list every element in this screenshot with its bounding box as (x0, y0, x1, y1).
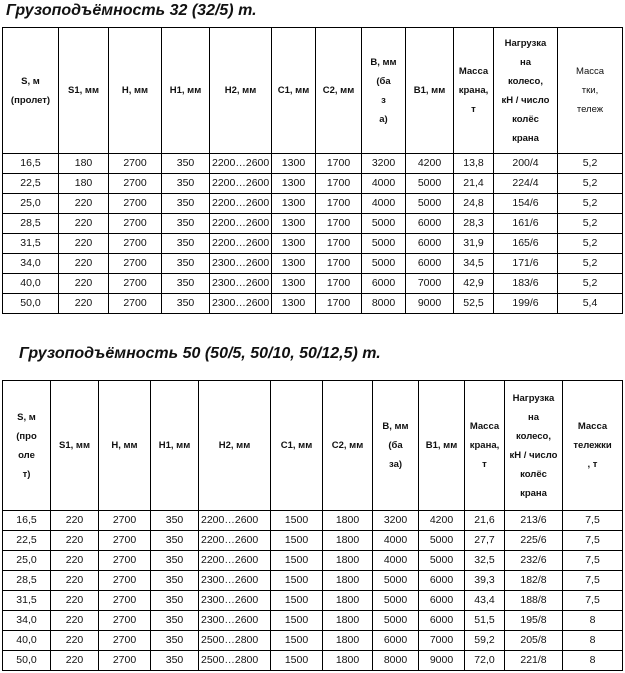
table-cell: 183/6 (494, 274, 558, 294)
table-cell: 1800 (323, 531, 373, 551)
table-cell: 52,5 (454, 294, 494, 314)
table-cell: 5000 (362, 214, 406, 234)
table-cell: 5000 (406, 194, 454, 214)
table-cell: 2700 (99, 651, 151, 671)
table-cell: 1300 (272, 214, 316, 234)
table-cell: 5000 (362, 234, 406, 254)
table-cell: 2700 (109, 254, 162, 274)
column-header-line: Нагрузка (512, 392, 555, 404)
table-row (3, 651, 623, 671)
table-cell: 1500 (271, 631, 323, 651)
table-cell: 39,3 (465, 571, 505, 591)
table-cell: 7,5 (563, 551, 623, 571)
table-cell: 2700 (99, 531, 151, 551)
table-cell: 5,2 (558, 174, 623, 194)
column-header-line: крана, (469, 440, 500, 451)
table-cell: 31,5 (3, 234, 59, 254)
column-header-line: з (381, 94, 386, 106)
table-cell: 2700 (99, 511, 151, 531)
table-cell: 2700 (109, 154, 162, 174)
column-header (151, 381, 199, 511)
table-cell: 6000 (419, 571, 465, 591)
column-header-line: H2, мм (218, 440, 251, 451)
table-cell: 42,9 (454, 274, 494, 294)
table-cell: 2700 (109, 274, 162, 294)
column-header-line: S1, мм (68, 85, 99, 96)
table-header-row (3, 28, 623, 154)
column-header-line: B, мм (382, 421, 409, 432)
table-cell: 1700 (316, 274, 362, 294)
table-cell: 51,5 (465, 611, 505, 631)
table-cell: 2500…2800 (199, 651, 271, 671)
table-row (3, 511, 623, 531)
table-cell: 6000 (406, 254, 454, 274)
table-cell: 2300…2600 (199, 571, 271, 591)
table-cell: 1800 (323, 511, 373, 531)
table-cell: 1700 (316, 254, 362, 274)
table-cell: 2700 (109, 194, 162, 214)
table-cell: 182/8 (505, 571, 563, 591)
table-cell: 7,5 (563, 591, 623, 611)
column-header-line: (ба (388, 440, 403, 451)
column-header (109, 28, 162, 154)
table-cell: 154/6 (494, 194, 558, 214)
column-header-line: H1, мм (158, 440, 191, 451)
table-cell: 350 (162, 254, 210, 274)
table-cell: 1500 (271, 611, 323, 631)
table-row (3, 174, 623, 194)
table-cell: 1700 (316, 234, 362, 254)
table-cell: 3200 (362, 154, 406, 174)
column-header-line: B, мм (370, 56, 397, 68)
table-cell: 224/4 (494, 174, 558, 194)
table-cell: 188/8 (505, 591, 563, 611)
column-header-line: за) (388, 459, 403, 470)
table-cell: 5000 (373, 571, 419, 591)
table-cell: 40,0 (3, 631, 51, 651)
table-cell: 220 (51, 511, 99, 531)
column-header-line: C2, мм (331, 440, 364, 451)
table-cell: 2200…2600 (210, 234, 272, 254)
table-cell: 9000 (406, 294, 454, 314)
table-cell: 8 (563, 631, 623, 651)
column-header (316, 28, 362, 154)
table-cell: 59,2 (465, 631, 505, 651)
table-cell: 1800 (323, 651, 373, 671)
column-header-line: колёс (512, 113, 539, 125)
column-header-line: H2, мм (224, 85, 257, 96)
table-cell: 2700 (99, 631, 151, 651)
table-cell: 1500 (271, 651, 323, 671)
table-cell: 4000 (362, 194, 406, 214)
column-header (505, 381, 563, 511)
table-cell: 7,5 (563, 511, 623, 531)
table-cell: 6000 (406, 234, 454, 254)
table-cell: 2200…2600 (199, 531, 271, 551)
table1-title: Грузоподъёмность 32 (32/5) т. (6, 2, 257, 19)
table-cell: 5,2 (558, 234, 623, 254)
column-header-line: оле (18, 449, 35, 461)
table-row (3, 591, 623, 611)
table-row (3, 531, 623, 551)
table-cell: 34,0 (3, 254, 59, 274)
column-header-line: а) (379, 113, 388, 125)
table-cell: 6000 (362, 274, 406, 294)
table-cell: 350 (151, 591, 199, 611)
table-cell: 31,5 (3, 591, 51, 611)
column-header-line: кН / число (509, 449, 558, 461)
column-header-line: крана (520, 487, 547, 499)
table-cell: 34,0 (3, 611, 51, 631)
table-cell: 8000 (362, 294, 406, 314)
column-header-line: (ба (376, 75, 391, 87)
table-cell: 1800 (323, 551, 373, 571)
table-cell: 350 (162, 294, 210, 314)
table-cell: 5,2 (558, 154, 623, 174)
table-row (3, 234, 623, 254)
column-header (558, 28, 623, 154)
table-cell: 7000 (406, 274, 454, 294)
table-cell: 2300…2600 (210, 294, 272, 314)
table-cell: 2200…2600 (210, 154, 272, 174)
column-header (494, 28, 558, 154)
column-header-line: Масса (469, 421, 500, 432)
table-cell: 22,5 (3, 531, 51, 551)
column-header (210, 28, 272, 154)
table-cell: 2200…2600 (199, 511, 271, 531)
table-cell: 350 (162, 174, 210, 194)
table-cell: 43,4 (465, 591, 505, 611)
table-cell: 350 (151, 531, 199, 551)
table-row (3, 571, 623, 591)
table-cell: 5000 (419, 551, 465, 571)
table-cell: 4000 (373, 551, 419, 571)
table-cell: 2500…2800 (199, 631, 271, 651)
table-cell: 220 (51, 631, 99, 651)
table-cell: 32,5 (465, 551, 505, 571)
table-cell: 220 (59, 254, 109, 274)
table-cell: 16,5 (3, 154, 59, 174)
table-cell: 5,2 (558, 274, 623, 294)
column-header (406, 28, 454, 154)
table-cell: 21,6 (465, 511, 505, 531)
table-cell: 8000 (373, 651, 419, 671)
table-cell: 350 (162, 214, 210, 234)
table-cell: 28,5 (3, 214, 59, 234)
table-cell: 28,3 (454, 214, 494, 234)
table-cell: 220 (59, 194, 109, 214)
column-header-line: т (482, 459, 487, 470)
table-cell: 350 (151, 511, 199, 531)
table-cell: 171/6 (494, 254, 558, 274)
table-cell: 2300…2600 (199, 611, 271, 631)
table-cell: 1300 (272, 154, 316, 174)
column-header-line: Масса (458, 66, 489, 77)
table-cell: 213/6 (505, 511, 563, 531)
table-cell: 220 (51, 611, 99, 631)
table-cell: 5,2 (558, 214, 623, 234)
table-cell: 24,8 (454, 194, 494, 214)
table-cell: 25,0 (3, 194, 59, 214)
table-cell: 350 (151, 651, 199, 671)
column-header-line: B1, мм (425, 440, 458, 451)
table-cell: 16,5 (3, 511, 51, 531)
table-cell: 350 (151, 611, 199, 631)
capacity-32-table (2, 27, 623, 314)
column-header (162, 28, 210, 154)
column-header-line: (пролет) (10, 94, 51, 106)
table-cell: 9000 (419, 651, 465, 671)
table-cell: 5000 (419, 531, 465, 551)
column-header (59, 28, 109, 154)
table-cell: 232/6 (505, 551, 563, 571)
table-cell: 50,0 (3, 294, 59, 314)
table-cell: 4200 (406, 154, 454, 174)
table-header-row (3, 381, 623, 511)
table-cell: 2700 (99, 611, 151, 631)
table-cell: 6000 (406, 214, 454, 234)
table-cell: 5,2 (558, 254, 623, 274)
column-header-line: S1, мм (59, 440, 90, 451)
table-cell: 2200…2600 (210, 194, 272, 214)
table-cell: 225/6 (505, 531, 563, 551)
column-header (99, 381, 151, 511)
table2-title: Грузоподъёмность 50 (50/5, 50/10, 50/12,5) т. (19, 345, 381, 362)
table-cell: 4000 (362, 174, 406, 194)
table-cell: 1300 (272, 294, 316, 314)
table-cell: 350 (162, 194, 210, 214)
table-cell: 2700 (109, 294, 162, 314)
column-header-line: тележки (573, 440, 612, 451)
column-header-line: кН / число (501, 94, 550, 106)
table-cell: 220 (51, 531, 99, 551)
table-cell: 1300 (272, 174, 316, 194)
table-cell: 220 (51, 571, 99, 591)
table-row (3, 194, 623, 214)
table-cell: 22,5 (3, 174, 59, 194)
column-header-line: тележ (576, 104, 604, 115)
table-cell: 1500 (271, 511, 323, 531)
column-header-line: Масса (577, 421, 608, 432)
table-cell: 7,5 (563, 571, 623, 591)
table-cell: 1300 (272, 254, 316, 274)
capacity-50-table (2, 380, 623, 671)
table-cell: 27,7 (465, 531, 505, 551)
table-cell: 2700 (109, 214, 162, 234)
column-header (3, 28, 59, 154)
table-cell: 40,0 (3, 274, 59, 294)
table-cell: 5,4 (558, 294, 623, 314)
table-cell: 1300 (272, 274, 316, 294)
table-cell: 220 (51, 551, 99, 571)
table-cell: 2300…2600 (199, 591, 271, 611)
table-cell: 1500 (271, 591, 323, 611)
table-cell: 199/6 (494, 294, 558, 314)
column-header-line: H, мм (121, 85, 149, 96)
column-header (419, 381, 465, 511)
table-cell: 1800 (323, 631, 373, 651)
table-cell: 7000 (419, 631, 465, 651)
table-cell: 5000 (362, 254, 406, 274)
table-cell: 2700 (109, 234, 162, 254)
table-cell: 350 (162, 234, 210, 254)
table-cell: 195/8 (505, 611, 563, 631)
column-header-line: C1, мм (280, 440, 313, 451)
table-cell: 1500 (271, 531, 323, 551)
column-header (373, 381, 419, 511)
column-header (465, 381, 505, 511)
table-cell: 7,5 (563, 531, 623, 551)
column-header (3, 381, 51, 511)
column-header-line: C1, мм (277, 85, 310, 96)
column-header (199, 381, 271, 511)
column-header-line: S, м (17, 411, 36, 423)
column-header-line: т (471, 104, 476, 115)
table-cell: 221/8 (505, 651, 563, 671)
table-cell: 220 (59, 234, 109, 254)
table-cell: 2200…2600 (210, 174, 272, 194)
table-row (3, 294, 623, 314)
table-cell: 2300…2600 (210, 254, 272, 274)
table-cell: 25,0 (3, 551, 51, 571)
table-cell: 2700 (99, 571, 151, 591)
table-row (3, 551, 623, 571)
table-cell: 31,9 (454, 234, 494, 254)
column-header-line: колёс (520, 468, 547, 480)
table-cell: 350 (151, 571, 199, 591)
column-header-line: крана (512, 132, 539, 144)
table-cell: 2200…2600 (199, 551, 271, 571)
table-cell: 220 (59, 294, 109, 314)
table-cell: 1700 (316, 174, 362, 194)
column-header (362, 28, 406, 154)
column-header (271, 381, 323, 511)
table-cell: 8 (563, 611, 623, 631)
table-cell: 2200…2600 (210, 214, 272, 234)
table-cell: 220 (59, 274, 109, 294)
table-row (3, 631, 623, 651)
table-cell: 28,5 (3, 571, 51, 591)
column-header-line: , т (587, 459, 598, 470)
column-header (272, 28, 316, 154)
table-cell: 1700 (316, 154, 362, 174)
column-header-line: Нагрузка (504, 37, 547, 49)
column-header (454, 28, 494, 154)
column-header (323, 381, 373, 511)
column-header-line: тки, (581, 85, 599, 96)
column-header-line: колесо, (516, 430, 551, 442)
column-header-line: крана, (458, 85, 489, 96)
table-row (3, 254, 623, 274)
table-cell: 13,8 (454, 154, 494, 174)
table-cell: 350 (151, 551, 199, 571)
table-cell: 2700 (109, 174, 162, 194)
table-cell: 220 (51, 591, 99, 611)
table-cell: 6000 (419, 591, 465, 611)
column-header-line: т) (22, 468, 31, 480)
table-cell: 350 (162, 154, 210, 174)
table-cell: 1700 (316, 214, 362, 234)
column-header-line: H, мм (111, 440, 138, 451)
column-header-line: Масса (575, 66, 605, 77)
table-cell: 4000 (373, 531, 419, 551)
table-cell: 1800 (323, 571, 373, 591)
table-cell: 6000 (373, 631, 419, 651)
table-cell: 2300…2600 (210, 274, 272, 294)
table-cell: 200/4 (494, 154, 558, 174)
table-row (3, 214, 623, 234)
column-header-line: (про (16, 430, 37, 442)
table-cell: 1700 (316, 294, 362, 314)
table-cell: 3200 (373, 511, 419, 531)
column-header-line: колесо, (508, 75, 543, 87)
table-cell: 350 (151, 631, 199, 651)
table-cell: 220 (51, 651, 99, 671)
table-row (3, 611, 623, 631)
table-cell: 1300 (272, 234, 316, 254)
table-cell: 205/8 (505, 631, 563, 651)
column-header-line: H1, мм (169, 85, 202, 96)
table-cell: 5000 (373, 591, 419, 611)
column-header-line: на (527, 411, 540, 423)
table-cell: 1700 (316, 194, 362, 214)
column-header (563, 381, 623, 511)
table-cell: 6000 (419, 611, 465, 631)
table-cell: 1800 (323, 591, 373, 611)
table-cell: 180 (59, 174, 109, 194)
table-cell: 72,0 (465, 651, 505, 671)
table-cell: 1300 (272, 194, 316, 214)
table-cell: 8 (563, 651, 623, 671)
table-cell: 161/6 (494, 214, 558, 234)
table-cell: 34,5 (454, 254, 494, 274)
table-cell: 4200 (419, 511, 465, 531)
table-row (3, 274, 623, 294)
table-cell: 5000 (373, 611, 419, 631)
table-cell: 5000 (406, 174, 454, 194)
table-cell: 5,2 (558, 194, 623, 214)
table-cell: 1800 (323, 611, 373, 631)
table-cell: 220 (59, 214, 109, 234)
table-cell: 21,4 (454, 174, 494, 194)
table-cell: 1500 (271, 571, 323, 591)
column-header-line: B1, мм (413, 85, 446, 96)
table-cell: 2700 (99, 591, 151, 611)
table-row (3, 154, 623, 174)
table-cell: 180 (59, 154, 109, 174)
table-cell: 1500 (271, 551, 323, 571)
column-header-line: C2, мм (322, 85, 355, 96)
table-cell: 50,0 (3, 651, 51, 671)
table-cell: 350 (162, 274, 210, 294)
column-header-line: на (519, 56, 532, 68)
table-cell: 165/6 (494, 234, 558, 254)
column-header-line: S, м (21, 75, 40, 87)
column-header (51, 381, 99, 511)
table-cell: 2700 (99, 551, 151, 571)
